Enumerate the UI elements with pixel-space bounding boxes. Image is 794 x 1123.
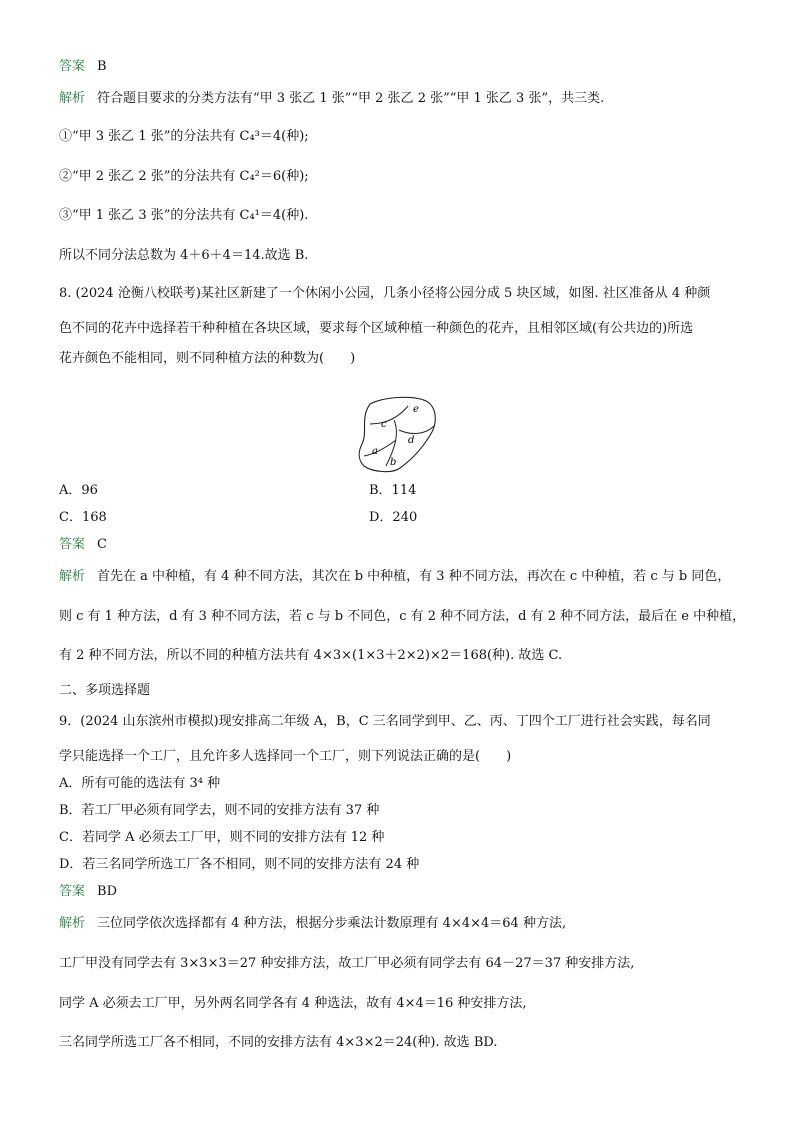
- region-label-c: c: [381, 419, 387, 430]
- park-region-figure: [356, 396, 440, 474]
- option-a: A．所有可能的选法有 3⁴ 种: [59, 776, 221, 791]
- analysis-text: 则 c 有 1 种方法，d 有 3 种不同方法，若 c 与 b 不同色，c 有 2 种不同方法，d 有 2 种不同方法，最后在 e 中种植，: [59, 609, 746, 624]
- option-b: B．114: [369, 483, 417, 498]
- answer-label: 答案: [59, 537, 86, 552]
- option-a: A．96: [59, 483, 98, 498]
- option-d: D．若三名同学所选工厂各不相同，则不同的安排方法有 24 种: [59, 857, 420, 872]
- analysis-line: [59, 90, 604, 108]
- answer-line-8: [59, 536, 107, 554]
- answer-value: BD: [97, 884, 117, 899]
- park-outline: [359, 397, 435, 471]
- analysis-text: ②“甲 2 张乙 2 张”的分法共有 C₄²＝6(种);: [59, 169, 309, 184]
- analysis-label: 解析: [59, 569, 86, 584]
- path-line: [399, 426, 434, 433]
- analysis-label: 解析: [59, 916, 86, 931]
- region-label-e: e: [413, 404, 419, 415]
- answer-label: 答案: [59, 884, 86, 899]
- analysis-text: 三名同学所选工厂各不相同，不同的安排方法有 4×3×2＝24(种). 故选 BD.: [59, 1035, 498, 1050]
- question-8-stem: 色不同的花卉中选择若干种种植在各块区域，要求每个区域种植一种颜色的花卉，且相邻区域(有公共边的)所选: [59, 321, 694, 336]
- answer-value: C: [97, 537, 107, 552]
- analysis-line-8: [59, 568, 730, 586]
- analysis-text: ①“甲 3 张乙 1 张”的分法共有 C₄³＝4(种);: [59, 129, 309, 144]
- answer-label: 答案: [59, 59, 86, 74]
- question-8-stem: 8. (2024 沧衡八校联考)某社区新建了一个休闲小公园，几条小径将公园分成 5 块区域，如图. 社区准备从 4 种颜: [59, 286, 711, 301]
- analysis-line-9: [59, 915, 566, 933]
- region-label-b: b: [390, 457, 397, 468]
- analysis-text: 符合题目要求的分类方法有“甲 3 张乙 1 张”“甲 2 张乙 2 张”“甲 1 张乙 3 张”，共三类.: [97, 91, 605, 106]
- analysis-text: ③“甲 1 张乙 3 张”的分法共有 C₄¹＝4(种).: [59, 208, 309, 223]
- option-d: D．240: [369, 510, 418, 525]
- analysis-text: 三位同学依次选择都有 4 种方法，根据分步乘法计数原理有 4×4×4＝64 种方法,: [97, 916, 567, 931]
- region-label-d: d: [408, 435, 415, 446]
- analysis-text: 同学 A 必须去工厂甲，另外两名同学各有 4 种选法，故有 4×4＝16 种安排方法,: [59, 996, 527, 1011]
- region-label-a: a: [372, 446, 378, 457]
- conclusion-text: 所以不同分法总数为 4＋6＋4＝14.故选 B.: [59, 248, 309, 263]
- analysis-label: 解析: [59, 91, 86, 106]
- section-title: 二、多项选择题: [59, 683, 151, 698]
- analysis-text: 首先在 a 中种植，有 4 种不同方法，其次在 b 中种植，有 3 种不同方法，再次在 c 中种植，若 c 与 b 同色，: [97, 569, 731, 584]
- analysis-text: 工厂甲没有同学去有 3×3×3＝27 种安排方法，故工厂甲必须有同学去有 64－27＝37 种安排方法,: [59, 956, 635, 971]
- answer-value: B: [97, 59, 107, 74]
- option-c: C．若同学 A 必须去工厂甲，则不同的安排方法有 12 种: [59, 830, 385, 845]
- analysis-text: 有 2 种不同方法，所以不同的种植方法共有 4×3×(1×3＋2×2)×2＝168(种). 故选 C.: [59, 648, 563, 663]
- question-9-stem: 学只能选择一个工厂，且允许多人选择同一个工厂，则下列说法正确的是( ): [59, 749, 512, 764]
- option-c: C．168: [59, 510, 107, 525]
- answer-line-9: [59, 883, 117, 901]
- question-8-stem: 花卉颜色不能相同，则不同种植方法的种数为( ): [59, 351, 356, 366]
- answer-line-7: [59, 58, 107, 76]
- question-9-stem: 9．(2024 山东滨州市模拟)现安排高二年级 A，B，C 三名同学到甲、乙、丙、丁四个工厂进行社会实践，每名同: [59, 714, 711, 729]
- path-line: [370, 406, 408, 424]
- option-b: B．若工厂甲必须有同学去，则不同的安排方法有 37 种: [59, 803, 380, 818]
